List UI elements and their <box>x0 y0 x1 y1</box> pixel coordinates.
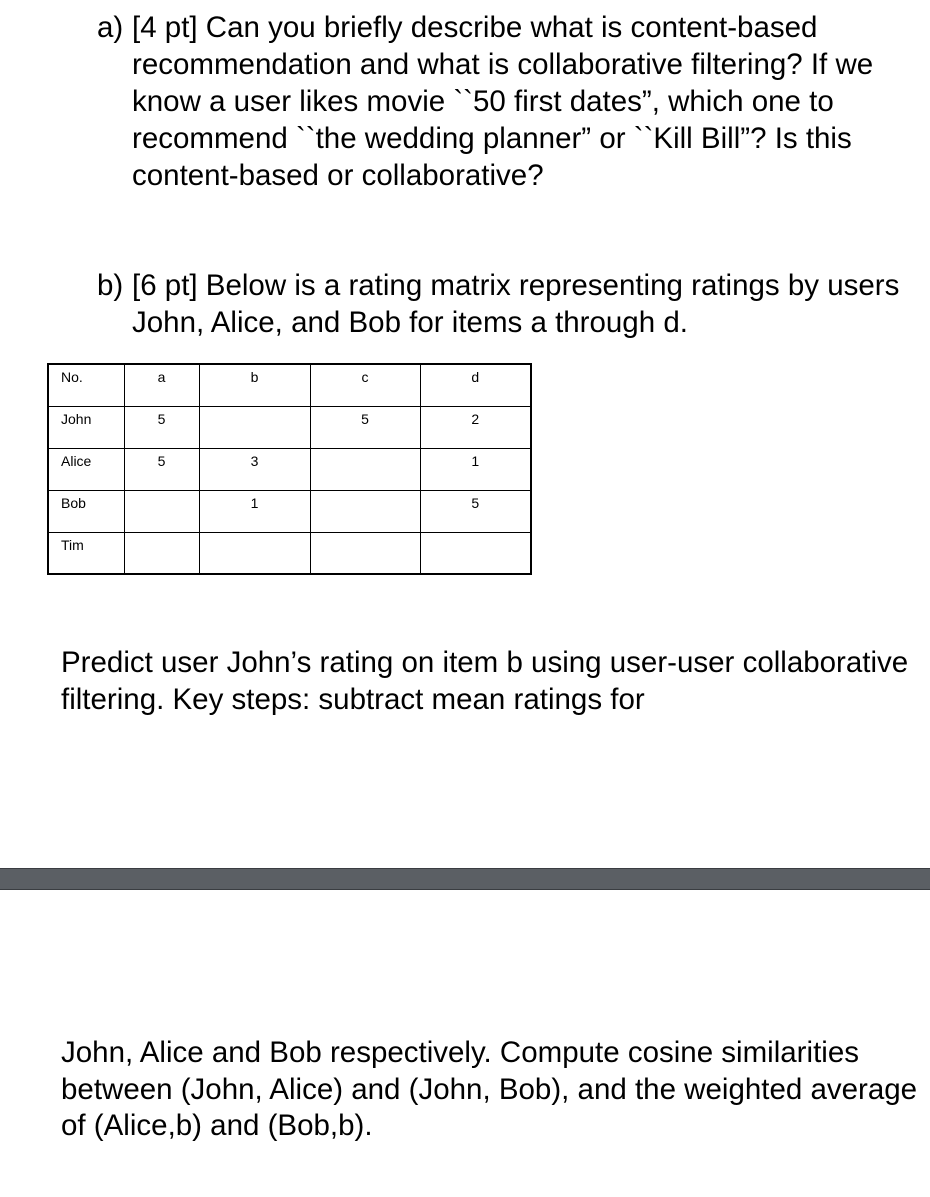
question-b-marker: b) <box>97 269 124 302</box>
table-row-alice <box>48 448 531 490</box>
header-cell-item-a: a <box>124 364 199 406</box>
table-row-tim <box>48 532 531 574</box>
table-cell: 1 <box>199 490 310 532</box>
header-cell-item-d: d <box>420 364 531 406</box>
question-b <box>97 267 927 341</box>
table-cell: 1 <box>420 448 531 490</box>
header-cell-item-b: b <box>199 364 310 406</box>
table-cell: 5 <box>420 490 531 532</box>
row-label-alice: Alice <box>48 448 124 490</box>
table-cell <box>124 532 199 574</box>
table-row-bob <box>48 490 531 532</box>
page-divider-bar <box>0 868 930 890</box>
question-a-marker: a) <box>97 11 124 44</box>
table-header-row <box>48 364 531 406</box>
row-label-john: John <box>48 406 124 448</box>
table-cell <box>310 448 420 490</box>
question-b-text: [6 pt] Below is a rating matrix representing ratings by users John, Alice, and Bob for items a through d. <box>132 269 900 339</box>
table-cell: 3 <box>199 448 310 490</box>
table-row-john <box>48 406 531 448</box>
table-cell <box>199 532 310 574</box>
table-cell <box>310 532 420 574</box>
table-cell <box>310 490 420 532</box>
table-cell: 5 <box>124 448 199 490</box>
row-label-bob: Bob <box>48 490 124 532</box>
table-cell: 5 <box>124 406 199 448</box>
header-cell-item-c: c <box>310 364 420 406</box>
question-a <box>97 9 927 194</box>
table-cell: 2 <box>420 406 531 448</box>
prediction-instructions: Predict user John’s rating on item b using user-user collaborative filtering. Key steps: subtract mean ratings for <box>61 646 909 716</box>
table-cell: 5 <box>310 406 420 448</box>
question-a-text: [4 pt] Can you briefly describe what is content-based recommendation and what is collaborative filtering? If we know a user likes movie ``50 first dates”, which one to recommend ``the wedding planner” or ``Kill Bill”? Is this content-based or collaborative? <box>132 11 874 192</box>
header-cell-no: No. <box>48 364 124 406</box>
row-label-tim: Tim <box>48 532 124 574</box>
table-cell <box>199 406 310 448</box>
prediction-instructions-continued: John, Alice and Bob respectively. Compute cosine similarities between (John, Alice) and (John, Bob), and the weighted average of (Alice,b) and (Bob,b). <box>61 1036 918 1142</box>
table-cell <box>124 490 199 532</box>
rating-matrix-table <box>47 363 532 575</box>
table-cell <box>420 532 531 574</box>
